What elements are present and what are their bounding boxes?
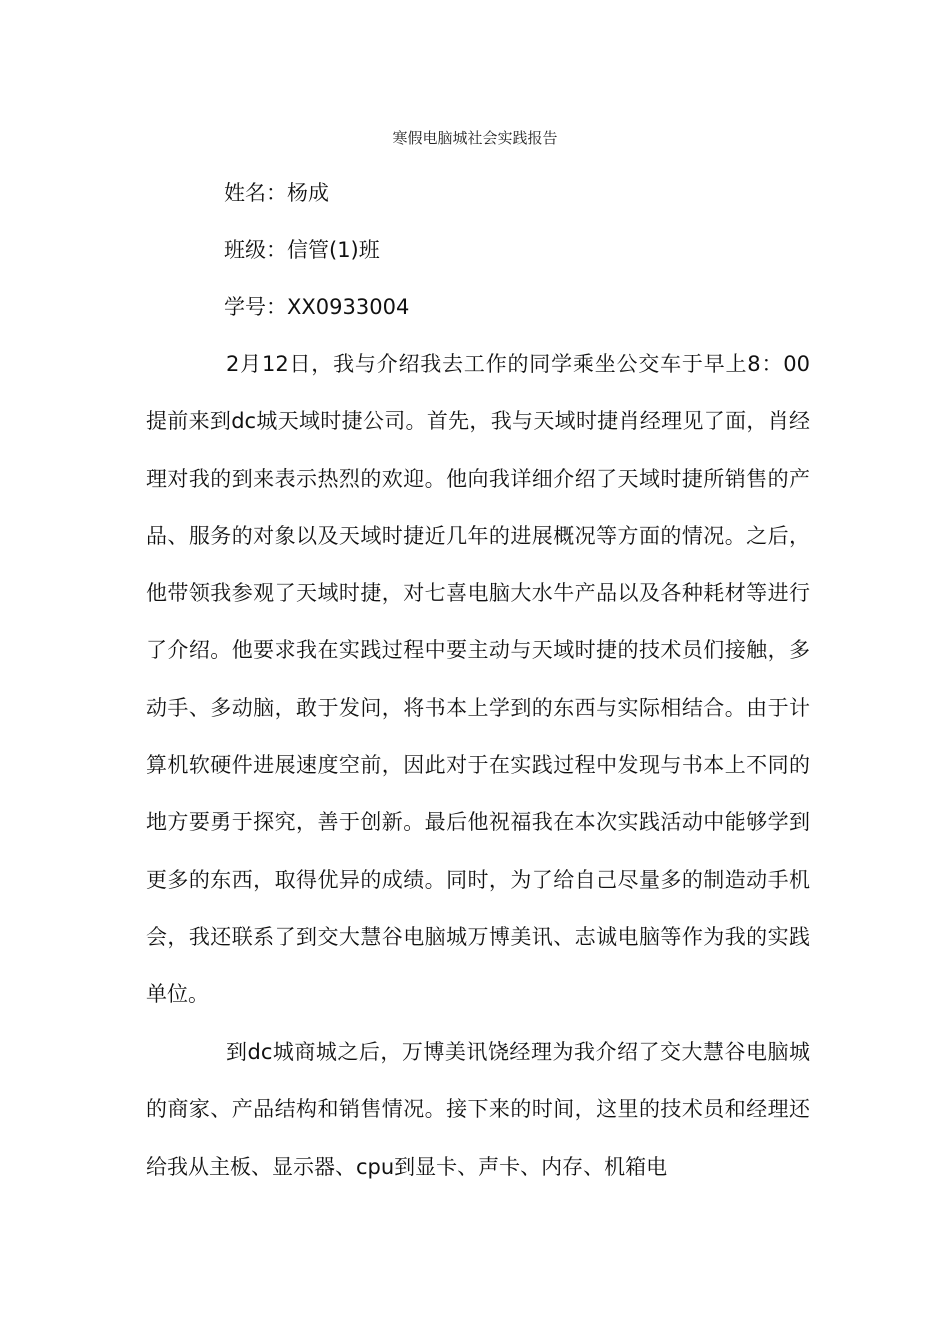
class-label: 班级： (224, 238, 287, 262)
class-field (224, 235, 380, 265)
student-id-value: XX0933004 (287, 295, 410, 319)
body-paragraph-2: 到dc城商城之后，万博美讯饶经理为我介绍了交大慧谷电脑城的商家、产品结构和销售情况。接下来的时间，这里的技术员和经理还给我从主板、显示器、cpu到显卡、声卡、内存、机箱电 (146, 1040, 810, 1179)
name-label: 姓名： (224, 181, 287, 205)
name-value: 杨成 (287, 181, 329, 205)
name-field (224, 178, 329, 208)
document-title: 寒假电脑城社会实践报告 (392, 129, 558, 147)
student-id-field (224, 292, 409, 322)
body-paragraph-1: 2月12日，我与介绍我去工作的同学乘坐公交车于早上8：00提前来到dc城天域时捷公司。首先，我与天域时捷肖经理见了面，肖经理对我的到来表示热烈的欢迎。他向我详细介绍了天域时捷所销售的产品、服务的对象以及天域时捷近几年的进展概况等方面的情况。之后，他带领我参观了天域时捷，对七喜电脑大水牛产品以及各种耗材等进行了介绍。他要求我在实践过程中要主动与天域时捷的技术员们接触，多动手、多动脑，敢于发问，将书本上学到的东西与实际相结合。由于计算机软硬件进展速度空前，因此对于在实践过程中发现与书本上不同的地方要勇于探究，善于创新。最后他祝福我在本次实践活动中能够学到更多的东西，取得优异的成绩。同时，为了给自己尽量多的制造动手机会，我还联系了到交大慧谷电脑城万博美讯、志诚电脑等作为我的实践单位。 (146, 352, 810, 1007)
student-id-label: 学号： (224, 295, 287, 319)
class-value: 信管(1)班 (287, 238, 380, 262)
